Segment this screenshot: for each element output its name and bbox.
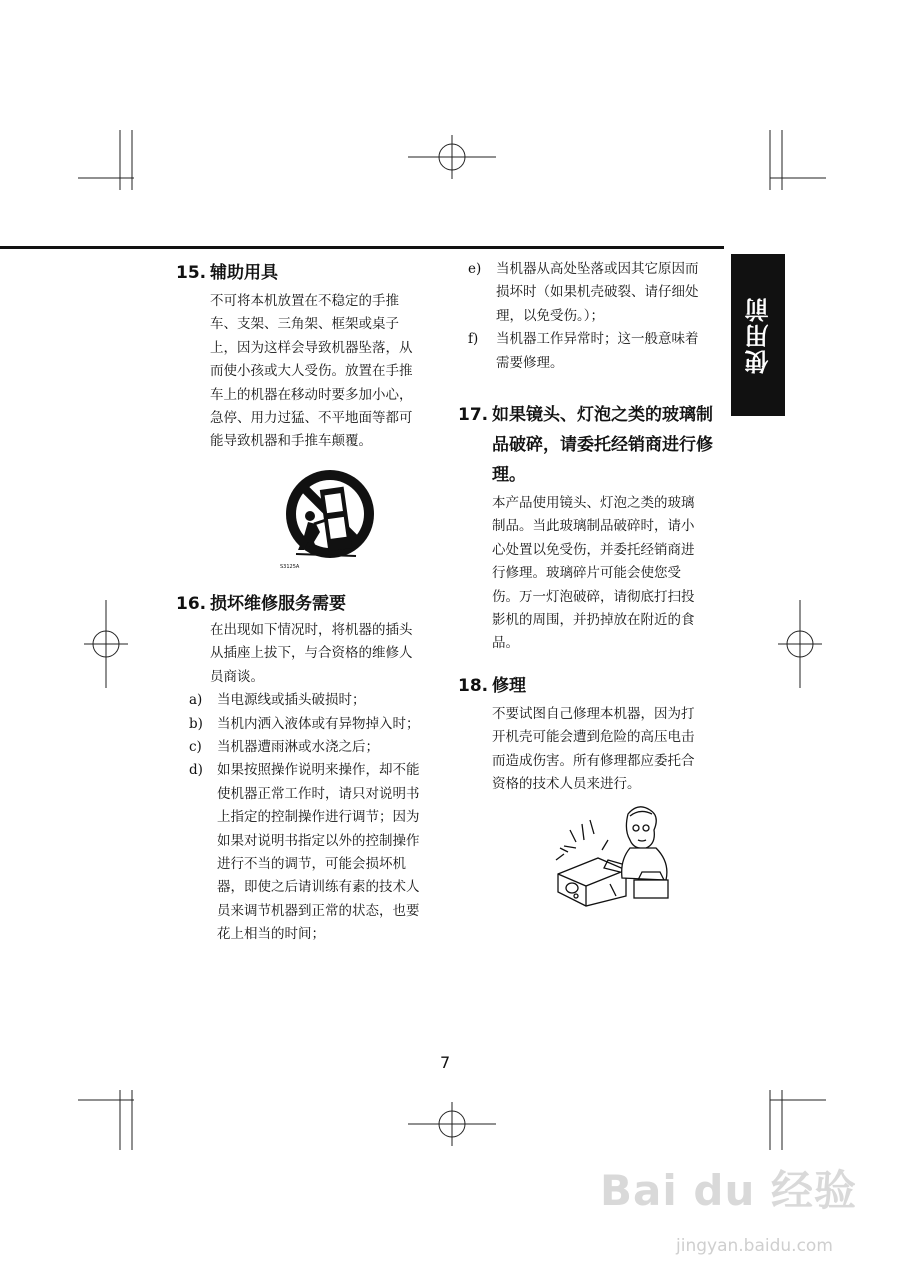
section-18 — [458, 671, 730, 797]
text-line: 伤。万一灯泡破碎，请彻底打扫投 — [492, 588, 695, 605]
text-line: 急停、用力过猛、不平地面等都可 — [210, 410, 413, 427]
registration-mark-left — [84, 600, 128, 688]
section-18-body — [458, 703, 730, 797]
page-number: 7 — [440, 1053, 451, 1072]
text-line: 不要试图自己修理本机器，因为打 — [492, 706, 695, 722]
list-item: b) 当机内洒入液体或有异物掉入时； — [189, 715, 420, 732]
text-line: 而使小孩或大人受伤。放置在手推 — [210, 363, 413, 380]
watermark-url: jingyan.baidu.com — [676, 1236, 833, 1256]
section-16 — [176, 589, 448, 947]
text-line: 能导致机器和手推车颠覆。 — [210, 433, 372, 450]
list-item: f) 当机器工作异常时；这一般意味着 需要修理。 — [468, 331, 699, 371]
cart-tipover-icon — [276, 466, 384, 574]
list-item: a) 当电源线或插头破损时； — [189, 692, 366, 709]
list-item: d) 如果按照操作说明来操作，却不能 使机器正常工作时，请只对说明书 上指定的控制操作进行调节；因为 如果对说明书指定以外的控制操作 进行不当的调节，可能会损坏机 器，即使之后请训练有素的技术人 员来调节机器到正常的状态，也要 花上相当的时间； — [189, 762, 420, 943]
text-line: 车上的机器在移动时要多加小心， — [210, 386, 413, 403]
cart-warning-figure — [276, 466, 384, 574]
text-line: 上，因为这样会导致机器坠落，从 — [210, 339, 413, 356]
section-15-body — [176, 290, 448, 454]
section-17-heading: 17. 如果镜头、灯泡之类的玻璃制 品破碎，请委托经销商进行修 理。 — [458, 405, 713, 485]
registration-mark-top — [408, 135, 496, 179]
registration-mark-right — [778, 600, 822, 688]
text-line: 不可将本机放置在不稳定的手推 — [210, 293, 399, 309]
list-item: c) 当机器遭雨淋或水浇之后； — [189, 739, 379, 756]
list-item: e) 当机器从高处坠落或因其它原因而 损坏时（如果机壳破裂、请仔细处 理，以免受伤。）； — [468, 261, 699, 324]
text-line: 而造成伤害。所有修理都应委托合 — [492, 752, 695, 769]
text-line: 员商谈。 — [210, 668, 264, 685]
watermark-logo: Bai du 经验 — [600, 1166, 857, 1215]
section-tab — [731, 254, 785, 416]
text-line: 在出现如下情况时，将机器的插头 — [210, 622, 413, 638]
text-line: 车、支架、三角架、框架或桌子 — [210, 316, 399, 333]
section-16-intro — [176, 619, 448, 689]
section-15-heading: 15. 辅助用具 — [176, 263, 278, 283]
section-17 — [458, 400, 730, 656]
section-18-heading: 18. 修理 — [458, 676, 526, 696]
section-16-continued — [468, 258, 730, 375]
section-16-heading: 16. 损坏维修服务需要 — [176, 594, 346, 614]
registration-mark-bottom — [408, 1102, 496, 1146]
section-16-list — [176, 689, 448, 946]
section-tab-label: 使用前 — [744, 296, 773, 374]
section-15 — [176, 258, 448, 454]
text-line: 品。 — [492, 635, 519, 652]
text-line: 心处置以免受伤，并委托经销商进 — [492, 541, 695, 558]
text-line: 制品。当此玻璃制品破碎时，请小 — [492, 518, 695, 535]
figure-caption: S3125A — [280, 564, 300, 570]
text-line: 从插座上拔下，与合资格的维修人 — [210, 645, 413, 662]
text-line: 行修理。玻璃碎片可能会使您受 — [492, 565, 681, 582]
text-line: 影机的周围，并扔掉放在附近的食 — [492, 612, 695, 629]
text-line: 开机壳可能会遭到危险的高压电击 — [492, 729, 695, 746]
text-line: 本产品使用镜头、灯泡之类的玻璃 — [492, 495, 695, 511]
section-17-body — [458, 492, 730, 656]
repair-illustration — [550, 800, 675, 908]
text-line: 资格的技术人员来进行。 — [492, 776, 641, 793]
header-rule — [0, 246, 724, 249]
